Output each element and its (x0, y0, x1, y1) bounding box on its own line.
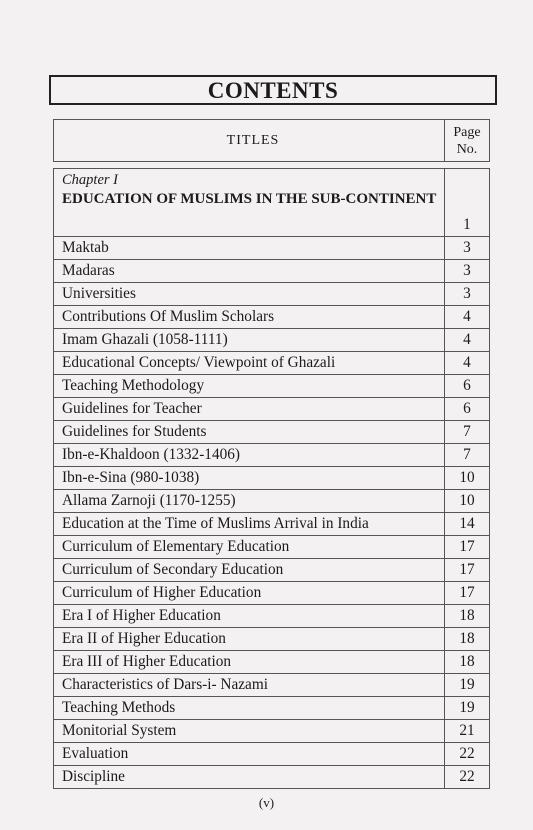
entry-page: 19 (445, 674, 490, 697)
table-row (54, 766, 490, 789)
table-row (54, 467, 490, 490)
table-row (54, 237, 490, 260)
entry-page: 7 (445, 444, 490, 467)
header-spacer (54, 162, 490, 169)
table-row (54, 283, 490, 306)
entry-title: Guidelines for Students (54, 421, 445, 444)
entry-title: Ibn-e-Sina (980-1038) (54, 467, 445, 490)
page-footer-number: (v) (258, 795, 275, 810)
entry-title: Madaras (54, 260, 445, 283)
entry-title: Evaluation (54, 743, 445, 766)
entry-title: Ibn-e-Khaldoon (1332-1406) (54, 444, 445, 467)
table-row (54, 628, 490, 651)
table-row (54, 605, 490, 628)
entry-page: 4 (445, 306, 490, 329)
entry-title: Era III of Higher Education (54, 651, 445, 674)
chapter-label: Chapter I (62, 172, 118, 188)
entry-title: Curriculum of Secondary Education (54, 559, 445, 582)
entry-title: Maktab (54, 237, 445, 260)
entry-title: Monitorial System (54, 720, 445, 743)
table-row (54, 260, 490, 283)
table-row (54, 352, 490, 375)
entry-title: Era II of Higher Education (54, 628, 445, 651)
entry-title: Imam Ghazali (1058-1111) (54, 329, 445, 352)
chapter-row (54, 169, 490, 237)
entry-title: Curriculum of Elementary Education (54, 536, 445, 559)
table-row (54, 743, 490, 766)
entry-page: 18 (445, 651, 490, 674)
table-row (54, 375, 490, 398)
titles-header: TITLES (54, 120, 445, 162)
entry-title: Education at the Time of Muslims Arrival in India (54, 513, 445, 536)
table-row (54, 674, 490, 697)
table-row (54, 559, 490, 582)
table-row (54, 536, 490, 559)
contents-heading: CONTENTS (49, 75, 497, 105)
page-label: Page (453, 124, 481, 140)
entry-page: 3 (445, 283, 490, 306)
chapter-page: 1 (445, 169, 490, 237)
entry-page: 19 (445, 697, 490, 720)
entry-title: Allama Zarnoji (1170-1255) (54, 490, 445, 513)
entry-title: Teaching Methods (54, 697, 445, 720)
contents-table (53, 119, 490, 789)
entry-title: Characteristics of Dars-i- Nazami (54, 674, 445, 697)
entry-title: Discipline (54, 766, 445, 789)
entry-title: Universities (54, 283, 445, 306)
entry-page: 18 (445, 628, 490, 651)
entry-page: 17 (445, 559, 490, 582)
entry-title: Guidelines for Teacher (54, 398, 445, 421)
entry-title: Era I of Higher Education (54, 605, 445, 628)
table-row (54, 444, 490, 467)
table-row (54, 398, 490, 421)
entry-page: 4 (445, 352, 490, 375)
chapter-title: EDUCATION OF MUSLIMS IN THE SUB-CONTINENT (62, 191, 437, 207)
table-row (54, 306, 490, 329)
entry-title: Educational Concepts/ Viewpoint of Ghazali (54, 352, 445, 375)
entry-page: 14 (445, 513, 490, 536)
no-label: No. (456, 141, 478, 157)
table-header-row (54, 120, 490, 162)
entry-page: 6 (445, 398, 490, 421)
table-row (54, 720, 490, 743)
table-row (54, 697, 490, 720)
entry-page: 4 (445, 329, 490, 352)
entry-page: 6 (445, 375, 490, 398)
entry-title: Curriculum of Higher Education (54, 582, 445, 605)
entry-title: Contributions Of Muslim Scholars (54, 306, 445, 329)
table-row (54, 421, 490, 444)
table-row (54, 329, 490, 352)
entry-page: 3 (445, 237, 490, 260)
table-row (54, 651, 490, 674)
entry-title: Teaching Methodology (54, 375, 445, 398)
entry-page: 22 (445, 766, 490, 789)
entry-page: 21 (445, 720, 490, 743)
entry-page: 3 (445, 260, 490, 283)
entry-page: 17 (445, 536, 490, 559)
entry-page: 10 (445, 490, 490, 513)
table-row (54, 513, 490, 536)
page-no-header (445, 120, 490, 162)
table-row (54, 490, 490, 513)
chapter-cell (54, 169, 445, 237)
entry-page: 7 (445, 421, 490, 444)
entry-page: 18 (445, 605, 490, 628)
table-row (54, 582, 490, 605)
entry-page: 10 (445, 467, 490, 490)
entry-page: 22 (445, 743, 490, 766)
entry-page: 17 (445, 582, 490, 605)
